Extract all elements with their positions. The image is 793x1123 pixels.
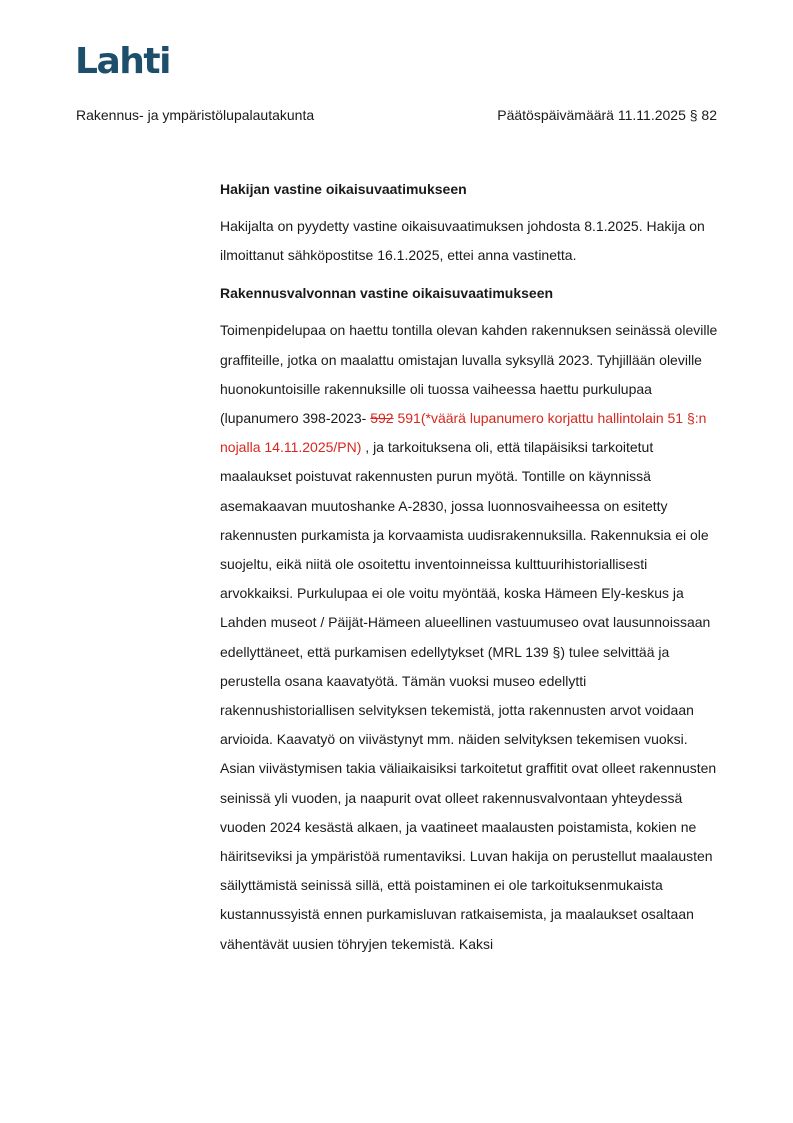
paragraph-text-part-a: Toimenpidelupaa on haettu tontilla olevan kahden rakennuksen seinässä oleville graffiteille, jotka on maalattu omistajan luvalla syksyllä 2023. Tyhjillään oleville huonokuntoisille rakennuksille oli tuossa vaiheessa haettu purkulupaa (lupanumero 398-2023- xyxy=(220,322,718,427)
paragraph-text-part-b: , ja tarkoituksena oli, että tilapäisiksi tarkoitetut maalaukset poistuvat rakennusten purun myötä. Tontille on käynnissä asemakaavan muutoshanke A-2830, jossa luonnosvaiheessa on esitetty rakennusten purkamista ja korvaamista uudisrakennuksilla. Rakennuksia ei ole suojeltu, eikä niitä ole osoitettu inventoinneissa kulttuurihistoriallisesti arvokkaiksi. Purkulupaa ei ole voitu myöntää, koska Hämeen Ely-keskus ja Lahden museot / Päijät-Hämeen alueellinen vastuumuseo ovat lausunnoissaan edellyttäneet, että purkamisen edellytykset (MRL 139 §) tulee selvittää ja perustella osana kaavatyötä. Tämän vuoksi museo edellytti rakennushistoriallisen selvityksen tekemistä, jotta rakennusten arvot voidaan arvioida. Kaavatyö on viivästynyt mm. näiden selvityksen tekemisen vuoksi. Asian viivästymisen takia väliaikaisiksi tarkoitetut graffitit ovat olleet rakennusten seinissä yli vuoden, ja naapurit ovat olleet rakennusvalvontaan yhteydessä vuoden 2024 kesästä alkaen, ja vaatineet maalausten poistamista, kokien ne häiritseviksi ja ympäristöä rumentaviksi. Luvan hakija on perustellut maalausten säilyttämistä seinissä sillä, että poistaminen ei ole tarkoituksenmukaista kustannussyistä ennen purkamisluvan ratkaisemista, ja maalaukset osaltaan vähentävät uusien töhryjen tekemistä. Kaksi xyxy=(220,439,717,952)
struck-permit-number: 592 xyxy=(370,410,394,427)
lahti-logo: Lahti xyxy=(75,41,170,82)
committee-name: Rakennus- ja ympäristölupalautakunta xyxy=(76,107,315,123)
paragraph-applicant-response: Hakijalta on pyydetty vastine oikaisuvaatimuksen johdosta 8.1.2025. Hakija on ilmoittanut sähköpostitse 16.1.2025, ettei anna vastinetta. xyxy=(220,218,705,264)
document-body xyxy=(220,178,720,971)
decision-date: Päätöspäivämäärä 11.11.2025 § 82 xyxy=(497,107,717,123)
paragraph-building-control-response xyxy=(220,316,720,958)
permit-number-correction: 591(*väärä lupanumero korjattu hallintolain 51 §:n nojalla 14.11.2025/PN) xyxy=(220,410,707,456)
section-heading-building-control-response: Rakennusvalvonnan vastine oikaisuvaatimukseen xyxy=(220,285,554,302)
section-heading-applicant-response: Hakijan vastine oikaisuvaatimukseen xyxy=(220,181,467,197)
